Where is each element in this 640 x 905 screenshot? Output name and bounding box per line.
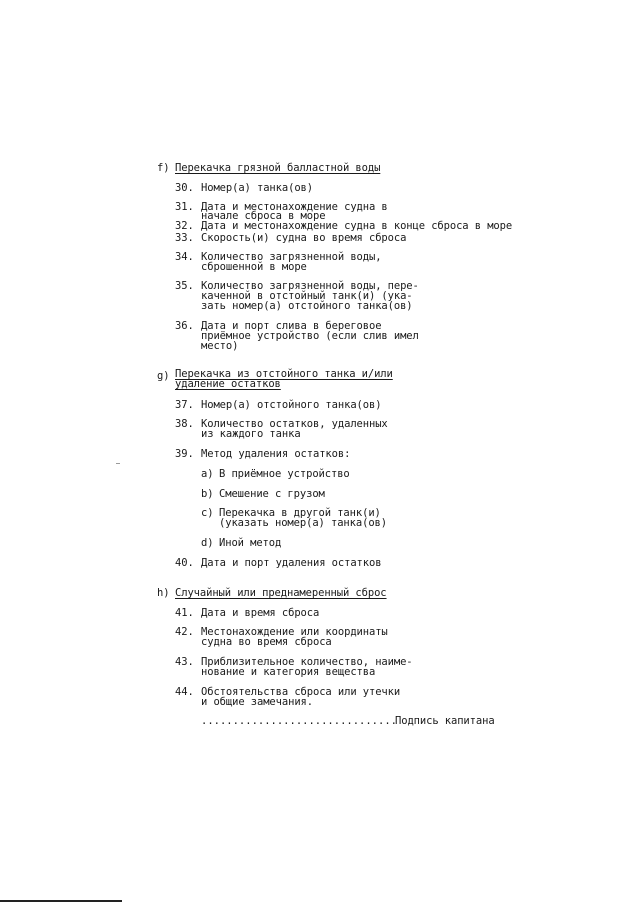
- item-text: Скорость(и) судна во время сброса: [201, 232, 407, 244]
- section-h-title: Случайный или преднамеренный сброс: [175, 587, 387, 599]
- item-text: начале сброса в море: [201, 210, 326, 222]
- section-g-title: удаление остатков: [175, 378, 281, 390]
- item-text: Дата и порт слива в береговое: [201, 320, 382, 332]
- item-number: 35.: [175, 280, 194, 292]
- item-text: место): [201, 340, 239, 352]
- item-text: Номер(а) танка(ов): [201, 182, 313, 194]
- item-text: Дата и порт удаления остатков: [201, 557, 382, 569]
- item-text: из каждого танка: [201, 428, 301, 440]
- signature-dots: ...............................: [201, 715, 397, 727]
- margin-mark: [116, 463, 120, 464]
- method-letter: d): [201, 537, 214, 549]
- section-g-marker: g): [157, 370, 170, 382]
- item-text: и общие замечания.: [201, 696, 313, 708]
- method-letter: c): [201, 507, 214, 519]
- method-text: Смешение с грузом: [219, 488, 325, 500]
- item-text: Дата и местонахождение судна в конце сброса в море: [201, 220, 513, 232]
- item-number: 43.: [175, 656, 194, 668]
- item-number: 38.: [175, 418, 194, 430]
- method-text: В приёмное устройство: [219, 468, 350, 480]
- section-f-title: Перекачка грязной балластной воды: [175, 162, 381, 174]
- item-text: Местонахождение или координаты: [201, 626, 388, 638]
- item-number: 30.: [175, 182, 194, 194]
- item-text: приёмное устройство (если слив имел: [201, 330, 419, 342]
- item-text: нование и категория вещества: [201, 666, 376, 678]
- item-text: Количество остатков, удаленных: [201, 418, 388, 430]
- item-number: 32.: [175, 220, 194, 232]
- item-number: 34.: [175, 251, 194, 263]
- item-number: 37.: [175, 399, 194, 411]
- item-number: 33.: [175, 232, 194, 244]
- method-text: (указать номер(а) танка(ов): [219, 517, 387, 529]
- item-text: Количество загрязненной воды, пере-: [201, 280, 419, 292]
- item-text: Метод удаления остатков:: [201, 448, 351, 460]
- item-number: 40.: [175, 557, 194, 569]
- item-text: сброшенной в море: [201, 261, 307, 273]
- item-text: зать номер(а) отстойного танка(ов): [201, 300, 413, 312]
- item-text: Дата и местонахождение судна в: [201, 201, 388, 213]
- method-text: Иной метод: [219, 537, 282, 549]
- item-text: Количество загрязненной воды,: [201, 251, 382, 263]
- item-number: 39.: [175, 448, 194, 460]
- item-number: 42.: [175, 626, 194, 638]
- item-number: 36.: [175, 320, 194, 332]
- item-text: Номер(а) отстойного танка(ов): [201, 399, 382, 411]
- method-text: Перекачка в другой танк(и): [219, 507, 381, 519]
- item-text: Приблизительное количество, наиме-: [201, 656, 413, 668]
- item-text: каченной в отстойный танк(и) (ука-: [201, 290, 413, 302]
- item-number: 31.: [175, 201, 194, 213]
- item-text: Дата и время сброса: [201, 607, 320, 619]
- section-g-title: Перекачка из отстойного танка и/или: [175, 368, 393, 380]
- method-letter: b): [201, 488, 214, 500]
- signature-label: Подпись капитана: [395, 715, 495, 727]
- section-h-marker: h): [157, 587, 170, 599]
- bottom-rule: [0, 900, 122, 902]
- item-number: 41.: [175, 607, 194, 619]
- item-text: Обстоятельства сброса или утечки: [201, 686, 401, 698]
- item-number: 44.: [175, 686, 194, 698]
- item-text: судна во время сброса: [201, 636, 332, 648]
- section-f-marker: f): [157, 162, 170, 174]
- method-letter: a): [201, 468, 214, 480]
